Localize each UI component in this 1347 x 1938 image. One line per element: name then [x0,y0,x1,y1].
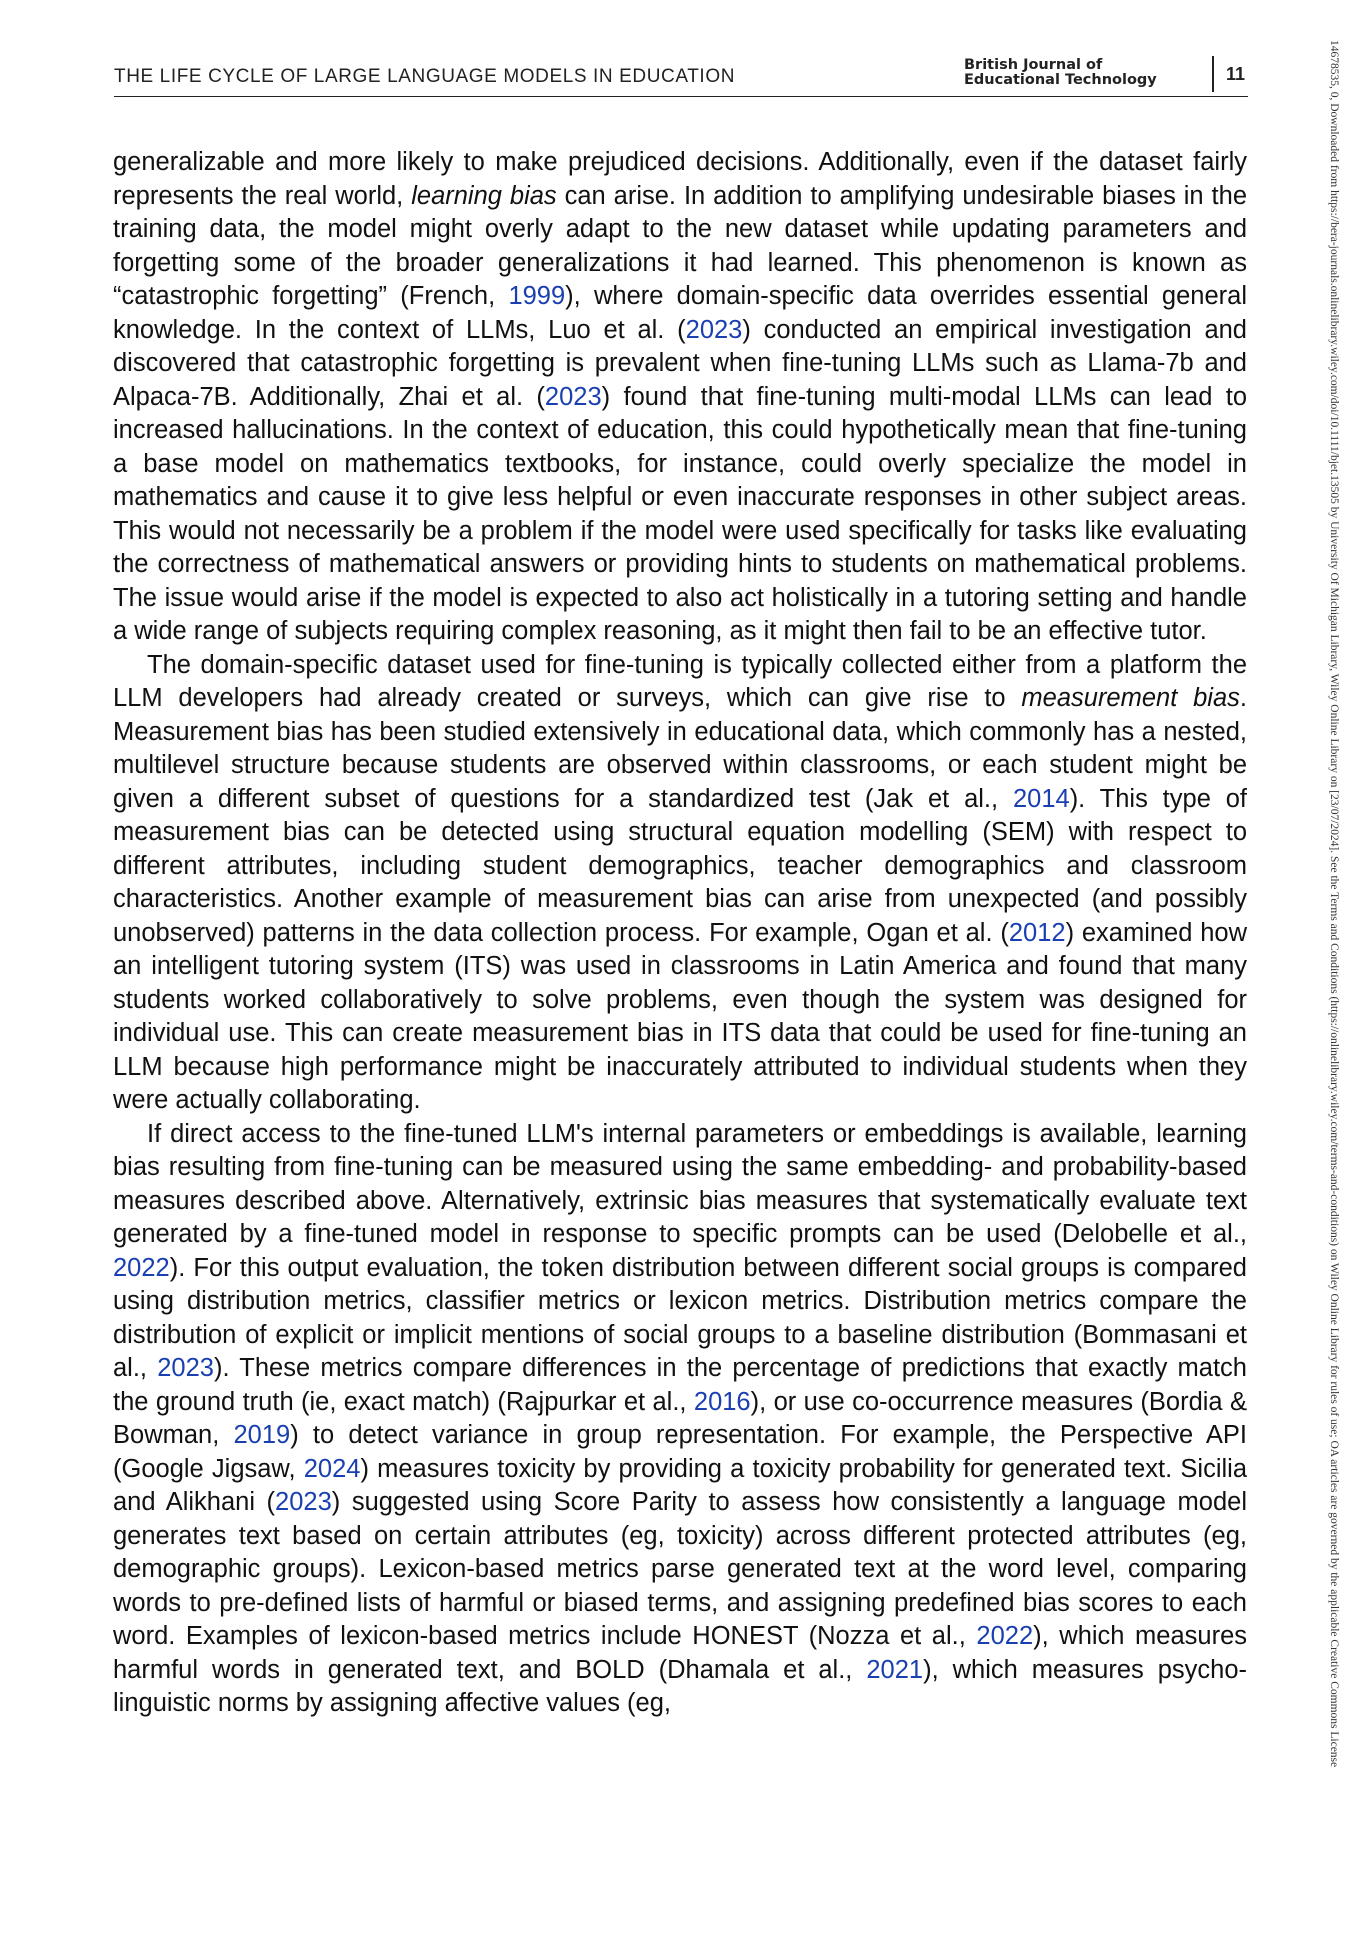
citation-link[interactable]: 2012 [1008,918,1066,947]
paragraph-1 [113,146,1247,649]
citation-link[interactable]: 2021 [866,1655,924,1684]
text-run: ) examined how an intelligent tutoring system (ITS) was used in classrooms in Latin America and found that many students worked collaboratively to solve problems, even though the system was designed for individual use. This can create measurement bias in ITS data that could be used for fine-tuning an LLM because high performance might be inaccurately attributed to individual students when they were actually collaborating. [113,918,1247,1114]
citation-link[interactable]: 2022 [113,1253,170,1282]
page-number: 11 [1226,64,1246,84]
citation-link[interactable]: 2016 [693,1387,751,1416]
text-run: ) suggested using Score Parity to assess how consistently a language model generates text based on certain attributes (eg, toxicity) across different protected attributes (eg, demographic groups). Lexicon-based metrics parse generated text at the word level, comparing words to pre-defined lists of harmful or biased terms, and assigning predefined bias scores to each word. Examples of lexicon-based metrics include HONEST (Nozza et al., [113,1488,1247,1650]
citation-link[interactable]: 2024 [303,1454,361,1483]
text-run: . Measurement bias has been studied extensively in educational data, which commonly has a nested, multilevel structure because students are observed within classrooms, or each student might be given a different subset of questions for a standardized test (Jak et al., [113,684,1247,813]
running-head [114,58,1248,97]
text-run: ) conducted an empirical investigation and discovered that catastrophic forgetting is prevalent when fine-tuning LLMs such as Llama-7b and Alpaca-7B. Additionally, Zhai et al. ( [113,315,1247,411]
text-run: generalizable and more likely to make prejudiced decisions. Additionally, even if the dataset fairly represents the real world, [113,148,1247,210]
journal-name-line2: Educational Technology [964,72,1157,88]
text-run: ). These metrics compare differences in the percentage of predictions that exactly match the ground truth (ie, exact match) (Rajpurkar et al., [113,1354,1247,1416]
text-run: The domain-specific dataset used for fine-tuning is typically collected either from a platform the LLM developers had already created or surveys, which can give rise to [113,650,1247,712]
text-run: ). This type of measurement bias can be detected using structural equation modelling (SEM) with respect to different attributes, including student demographics, teacher demographics and classroom characteristics. Another example of measurement bias can arise from unexpected (and possibly unobserved) patterns in the data collection process. For example, Ogan et al. ( [113,784,1247,947]
text-run: If direct access to the fine-tuned LLM's internal parameters or embeddings is available, learning bias resulting from fine-tuning can be measured using the same embedding- and probability-based measures described above. Alternatively, extrinsic bias measures that systematically evaluate text generated by a fine-tuned model in response to specific prompts can be used (Delobelle et al., [113,1119,1247,1248]
citation-link[interactable]: 2022 [976,1622,1034,1650]
running-title: THE LIFE CYCLE OF LARGE LANGUAGE MODELS IN EDUCATION [114,66,736,87]
article-body [113,146,1247,1721]
citation-link[interactable]: 2023 [275,1488,332,1516]
text-run: ) to detect variance in group representation. For example, the Perspective API (Google Jigsaw, [113,1421,1247,1483]
paragraph-3 [113,1118,1247,1721]
text-run: ), or use co-occurrence measures (Bordia & Bowman, [113,1387,1247,1449]
text-run: ), which measures harmful words in generated text, and BOLD (Dhamala et al., [113,1622,1248,1684]
journal-logo [964,58,1157,88]
journal-name-line1: British Journal of [964,57,1103,73]
text-run: ). For this output evaluation, the token distribution between different social groups is compared using distribution metrics, classifier metrics or lexicon metrics. Distribution metrics compare the distribution of explicit or implicit mentions of social groups to a baseline distribution (Bommasani et al., [113,1253,1247,1382]
citation-link[interactable]: 2019 [233,1421,291,1449]
citation-link[interactable]: 2023 [157,1354,214,1382]
citation-link[interactable]: 2014 [1012,784,1070,813]
term-learning-bias: learning bias [411,181,557,210]
header-divider [1212,56,1214,92]
paragraph-2 [113,649,1247,1118]
citation-link[interactable]: 1999 [508,282,566,310]
text-run: can arise. In addition to amplifying undesirable biases in the training data, the model might overly adapt to the new dataset while updating parameters and forgetting some of the broader generalizations it had learned. This phenomenon is known as “catastrophic forgetting” (French, [113,181,1247,310]
term-measurement-bias: measurement bias [1021,684,1240,712]
text-run: ) measures toxicity by providing a toxicity probability for generated text. Sicilia and Alikhani ( [113,1454,1247,1516]
text-run: ), where domain-specific data overrides essential general knowledge. In the context of LLMs, Luo et al. ( [113,282,1247,344]
download-notice: 14678535, 0, Downloaded from https://bera-journals.onlinelibrary.wiley.com/doi/10.1111/bjet.13505 by University Of Michigan Library, Wiley Online Library on [23/07/2024]. See the Terms and Conditions (https://onlinelibrary.wiley.com/terms-and-conditions) on Wiley Online Library for rules of use; OA articles are governed by the applicable Creative Commons License [1328,40,1340,1768]
text-run: ) found that fine-tuning multi-modal LLMs can lead to increased hallucinations. In the context of education, this could hypothetically mean that fine-tuning a base model on mathematics textbooks, for instance, could overly specialize the model in mathematics and cause it to give less helpful or even inaccurate responses in other subject areas. This would not necessarily be a problem if the model were used specifically for tasks like evaluating the correctness of mathematical answers or providing hints to students on mathematical problems. The issue would arise if the model is expected to also act holistically in a tutoring setting and handle a wide range of subjects requiring complex reasoning, as it might then fail to be an effective tutor. [113,382,1248,645]
citation-link[interactable]: 2023 [544,382,602,411]
text-run: ), which measures psycho-linguistic norms by assigning affective values (eg, [113,1655,1247,1717]
citation-link[interactable]: 2023 [685,315,743,344]
